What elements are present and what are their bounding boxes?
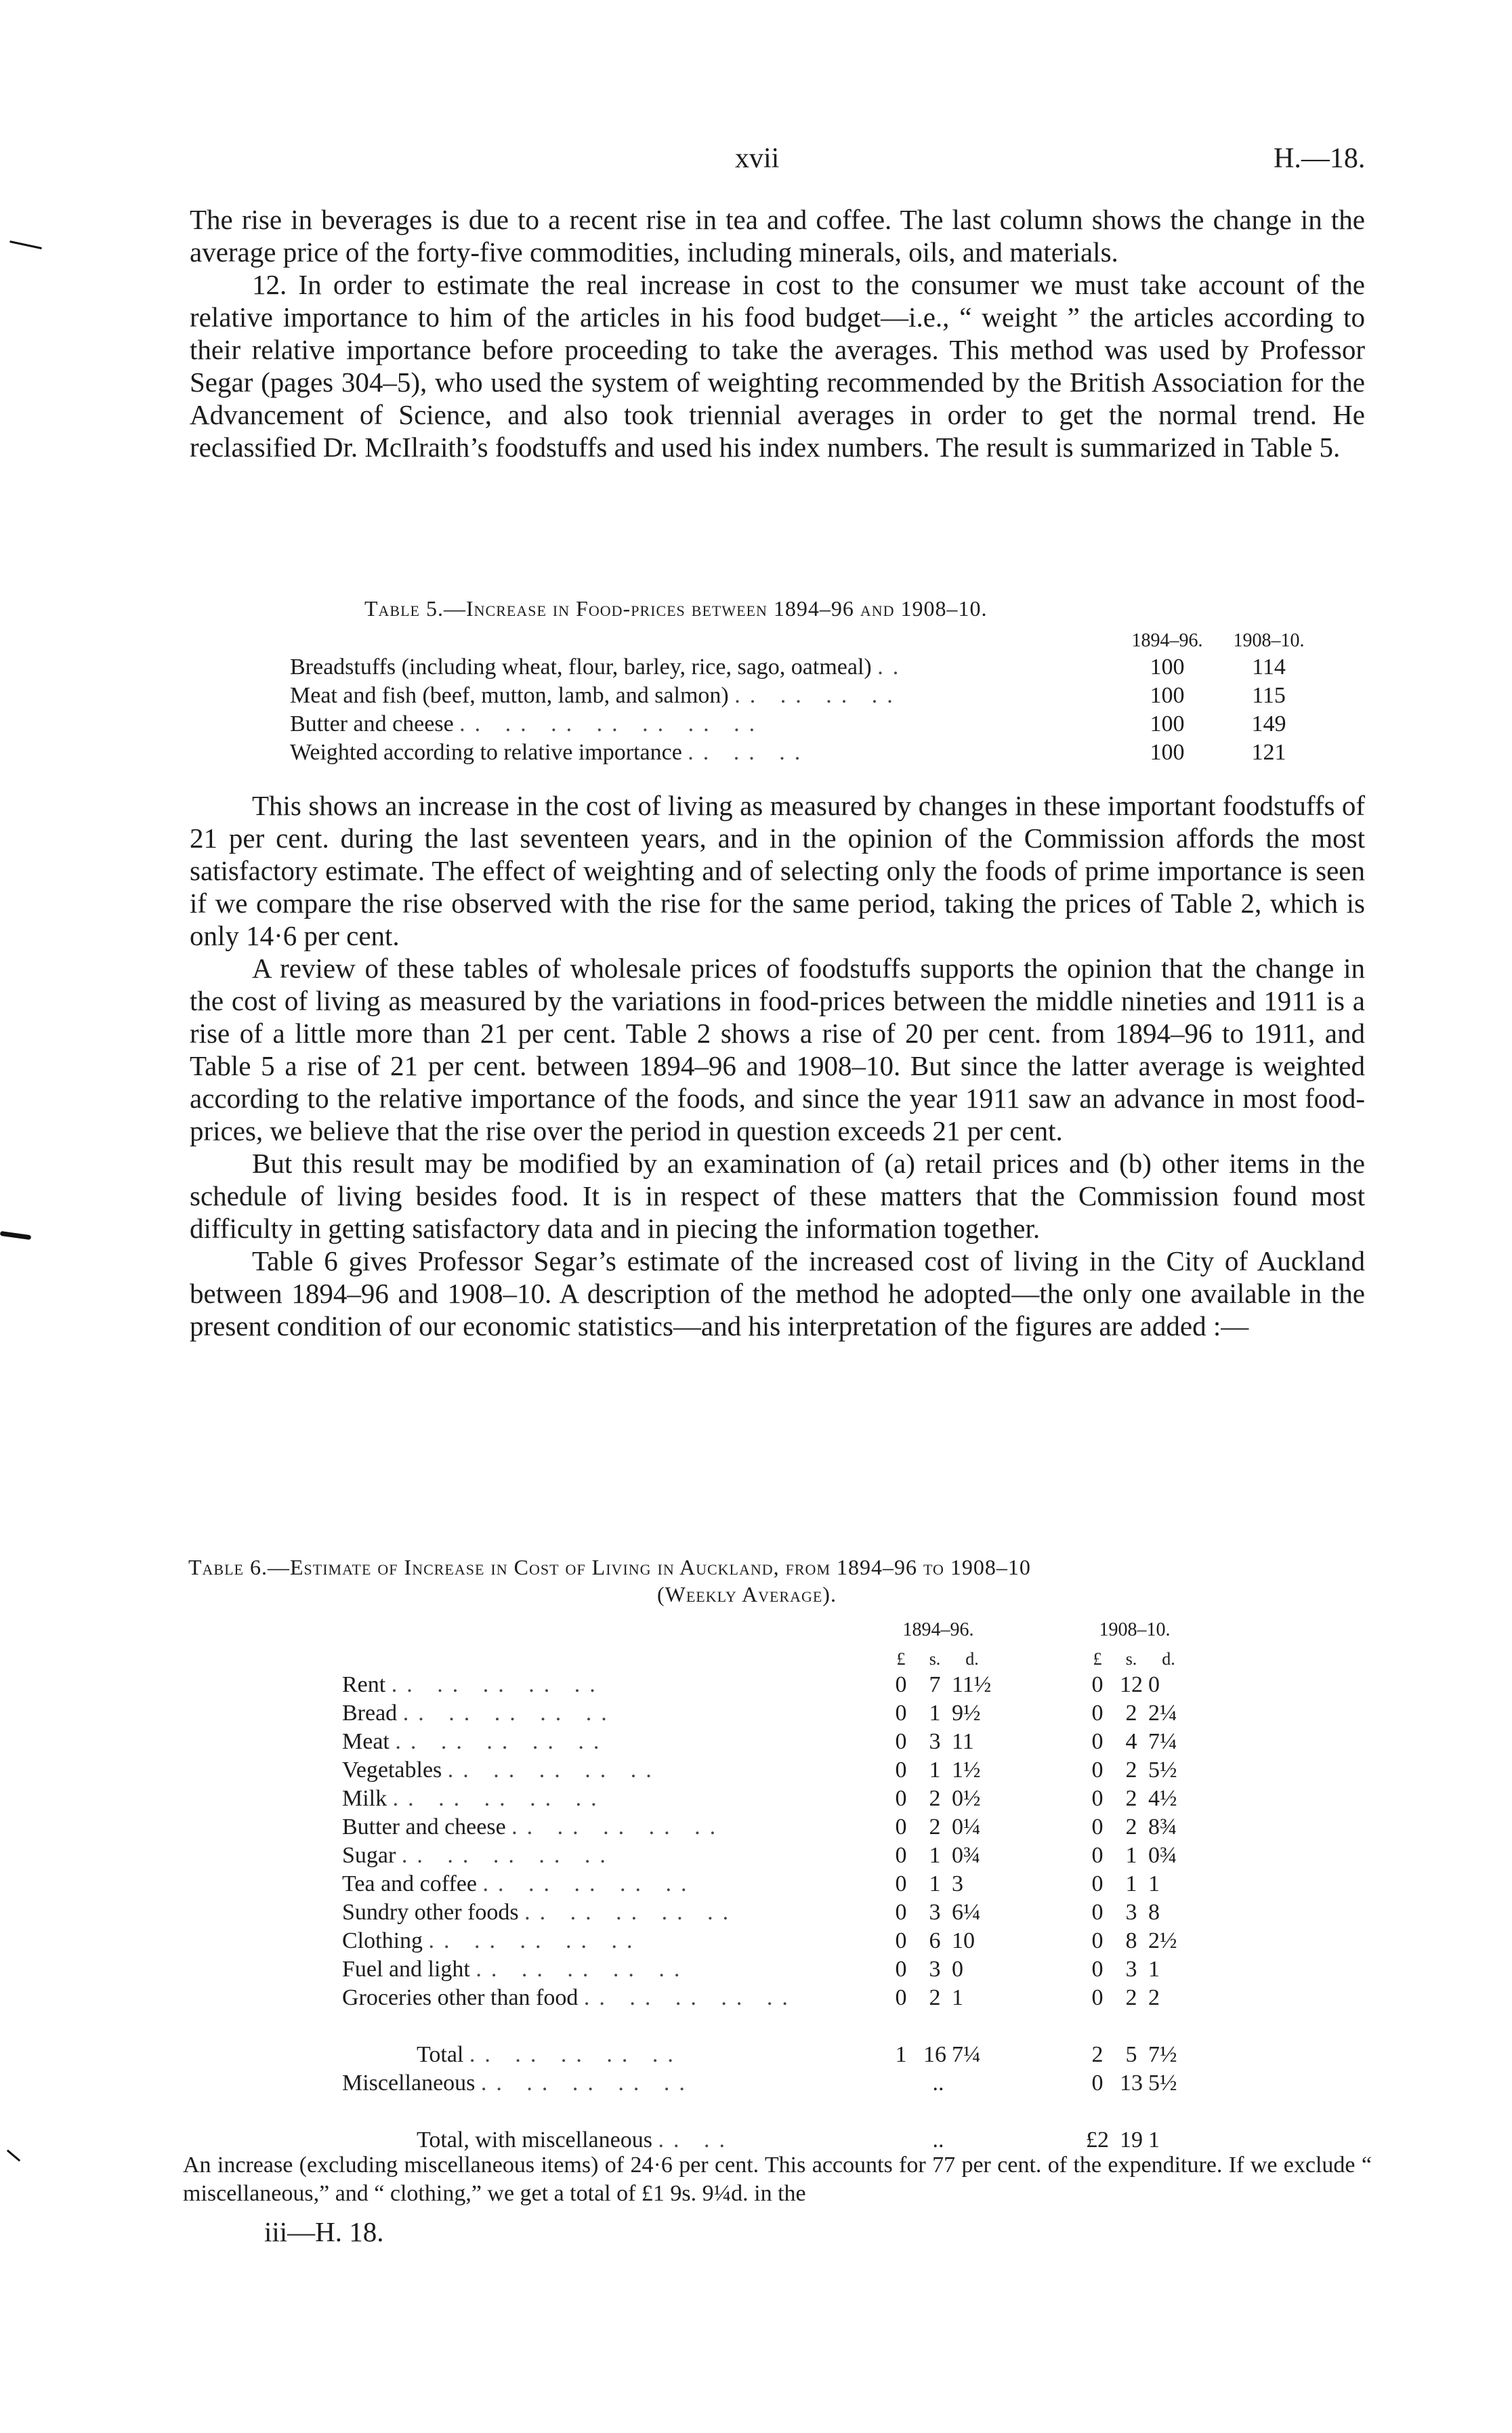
row-label: Rent: [342, 1672, 386, 1697]
table5-col1-header: 1894–96.: [1131, 630, 1203, 651]
table-row: [290, 652, 1320, 680]
cell-value: 3: [1125, 1900, 1137, 1925]
row-label: Breadstuffs (including wheat, flour, barley, rice, sago, oatmeal): [290, 654, 872, 680]
cell-value: 0: [1091, 1900, 1104, 1925]
cell-value: 5: [1125, 2042, 1137, 2067]
footnote: An increase (excluding miscellaneous items) of 24·6 per cent. This accounts for 77 per cent. of the expenditure. If we exclude “ miscellaneous,” and “ clothing,” we get a total of £1 9s. 9¼d. in the: [183, 2153, 1372, 2206]
leader-dots: ..: [877, 654, 908, 680]
unit-pence: d.: [1162, 1649, 1175, 1669]
cell-value: 0½: [952, 1786, 981, 1811]
row-label: Sundry other foods: [342, 1900, 519, 1925]
cell-value: 3: [929, 1729, 941, 1754]
cell-value: 1: [1148, 1957, 1160, 1982]
cell-value: 0: [895, 1985, 907, 2010]
table-row: [342, 1669, 1189, 1698]
total-label: Total: [417, 2042, 464, 2067]
table-row: [342, 1641, 1189, 1669]
cell-value: 4: [1125, 1729, 1137, 1754]
cell-value: 2: [1091, 2042, 1104, 2067]
leader-dots: .. .. .. .. ..: [476, 1957, 690, 1982]
leader-dots: .. .. .. .. ..: [447, 1758, 661, 1783]
cell-value: 3: [952, 1871, 963, 1896]
table6-caption: Table 6.—Estimate of Increase in Cost of Living in Auckland, from 1894–96 to 1908–10: [188, 1555, 1031, 1579]
table-row: [342, 1755, 1189, 1783]
cell-value: 3: [929, 1957, 941, 1982]
cell-value: 19: [1120, 2127, 1143, 2153]
cell-value: 11: [952, 1729, 974, 1754]
signature-mark: iii—H. 18.: [264, 2216, 384, 2247]
table-5: [290, 623, 1320, 766]
cell-value: 100: [1150, 683, 1185, 708]
cell-value: 0: [895, 1672, 907, 1697]
table-row: [342, 1698, 1189, 1726]
row-label: Bread: [342, 1701, 398, 1726]
cell-value: 0: [1091, 1985, 1104, 2010]
cell-value: 8: [1148, 1900, 1160, 1925]
cell-value: 7: [929, 1672, 941, 1697]
paragraph-2: 12. In order to estimate the real increase in cost to the consumer we must take account of the relative importance to him of the articles in his food budget—i.e., “ weight ” the articles according to their relative importance before proceeding to take the averages. This method was used by Professor Segar (pages 304–5), who used the system of weighting recommended by the British Association for the Advancement of Science, and also took triennial averages in order to get the normal trend. He reclassified Dr. McIlraith’s foodstuffs and used his index numbers. The result is summarized in Table 5.: [190, 269, 1365, 463]
row-label: Milk: [342, 1786, 387, 1811]
cell-value: 0: [895, 1786, 907, 1811]
paragraph-6: Table 6 gives Professor Segar’s estimate of the increased cost of living in the City of Auckland between 1894–96 and 1908–10. A description of the method he adopted—the only one available in the present condition of our economic statistics—and his interpretation of the figures are added :—: [190, 1245, 1365, 1342]
table-row: [290, 737, 1320, 766]
unit-pence: d.: [965, 1649, 979, 1669]
cell-value: 115: [1252, 683, 1286, 708]
leader-dots: .. .. .. ..: [734, 683, 902, 708]
cell-value: 0: [895, 1871, 907, 1896]
unit-shilling: s.: [1125, 1649, 1137, 1669]
cell-value: 10: [952, 1928, 975, 1953]
cell-value: 2¼: [1148, 1701, 1177, 1726]
row-label: Meat and fish (beef, mutton, lamb, and salmon): [290, 683, 729, 708]
cell-value: 2: [929, 1985, 941, 2010]
cell-value: 1: [895, 2042, 907, 2067]
cell-value: 4½: [1148, 1786, 1177, 1811]
table-row: [342, 1897, 1189, 1926]
cell-value: 0: [895, 1843, 907, 1868]
cell-value: 1: [929, 1758, 941, 1783]
period1-header: 1894–96.: [902, 1619, 974, 1640]
cell-value: 114: [1252, 654, 1286, 680]
unit-shilling: s.: [929, 1649, 941, 1669]
cell-value: 0: [1091, 1786, 1104, 1811]
cell-value: 100: [1150, 711, 1185, 736]
table-row: Total .. .. .. .. .. 1 16 7¼ 2 5 7½: [342, 2039, 1189, 2068]
table-row: [342, 1869, 1189, 1897]
unit-pound: £: [1093, 1649, 1102, 1669]
leader-dots: .. .. .. .. ..: [482, 1871, 696, 1896]
leader-dots: .. .. .. .. ..: [401, 1843, 615, 1868]
cell-value: 2: [1125, 1758, 1137, 1783]
cell-value: 0: [895, 1814, 907, 1839]
cell-value: 5½: [1148, 2071, 1177, 2096]
row-label: Tea and coffee: [342, 1871, 477, 1896]
cell-value: 0: [952, 1957, 963, 1982]
cell-value: 0: [1091, 1843, 1104, 1868]
paragraph-5: But this result may be modified by an examination of (a) retail prices and (b) other items in the schedule of living besides food. It is in respect of these matters that the Commission found most difficulty in getting satisfactory data and in piecing the information together.: [190, 1148, 1365, 1244]
table-row: Total, with miscellaneous .. .. .. £2 19 1: [342, 2125, 1189, 2153]
cell-value: ..: [932, 2127, 944, 2153]
row-label: Sugar: [342, 1843, 396, 1868]
paragraph-1: The rise in beverages is due to a recent rise in tea and coffee. The last column shows the change in the average price of the forty-five commodities, including minerals, oils, and materials.: [190, 204, 1365, 268]
cell-value: 13: [1120, 2071, 1143, 2096]
table-row: [342, 1840, 1189, 1869]
cell-value: 1: [1125, 1871, 1137, 1896]
page-number: xvii: [735, 143, 780, 174]
paragraph-3: This shows an increase in the cost of living as measured by changes in these important foodstuffs of 21 per cent. during the last seventeen years, and in the opinion of the Commission affords the most satisfactory estimate. The effect of weighting and of selecting only the foods of prime importance is seen if we compare the rise observed with the rise for the same period, taking the prices of Table 2, which is only 14·6 per cent.: [190, 790, 1365, 951]
cell-value: 0¼: [952, 1814, 981, 1839]
cell-value: 16: [923, 2042, 946, 2067]
row-label: Clothing: [342, 1928, 423, 1953]
cell-value: 100: [1150, 740, 1185, 765]
row-label: Fuel and light: [342, 1957, 470, 1982]
cell-value: 2: [1125, 1786, 1137, 1811]
leader-dots: .. .. ..: [688, 740, 810, 765]
leader-dots: .. .. .. .. ..: [583, 1985, 797, 2010]
table-row: [290, 680, 1320, 709]
leader-dots: .. .. .. .. ..: [391, 1672, 605, 1697]
table6-caption-sub: (Weekly Average).: [657, 1582, 837, 1606]
cell-value: 0: [1091, 2071, 1104, 2096]
cell-value: 1: [929, 1701, 941, 1726]
cell-value: 0: [1091, 1701, 1104, 1726]
grand-total-label: Total, with miscellaneous: [417, 2127, 652, 2153]
cell-value: 1: [929, 1843, 941, 1868]
cell-value: 1: [1148, 1871, 1160, 1896]
leader-dots: .. .. .. .. ..: [402, 1701, 616, 1726]
cell-value: 7½: [1148, 2042, 1177, 2067]
cell-value: 149: [1251, 711, 1286, 736]
cell-value: 1: [952, 1985, 963, 2010]
cell-value: 0: [1091, 1928, 1104, 1953]
leader-dots: .. .. .. .. ..: [524, 1900, 738, 1925]
table-row: [342, 1812, 1189, 1840]
table-row: [290, 623, 1320, 652]
margin-mark: [7, 2150, 20, 2162]
cell-value: £2: [1086, 2127, 1109, 2153]
cell-value: 6: [929, 1928, 941, 1953]
text-block-middle: [190, 789, 1365, 1342]
cell-value: 0: [895, 1900, 907, 1925]
cell-value: 121: [1251, 740, 1286, 765]
cell-value: ..: [932, 2071, 944, 2096]
text-block-top: [190, 203, 1365, 463]
cell-value: 2: [1125, 1985, 1137, 2010]
cell-value: 0: [895, 1701, 907, 1726]
cell-value: 0: [895, 1729, 907, 1754]
row-label: Butter and cheese: [342, 1814, 506, 1839]
cell-value: 0: [1091, 1957, 1104, 1982]
row-label: Weighted according to relative importance: [290, 740, 682, 765]
cell-value: 0¾: [952, 1843, 981, 1868]
cell-value: 8¾: [1148, 1814, 1177, 1839]
cell-value: 2: [1125, 1814, 1137, 1839]
cell-value: 3: [929, 1900, 941, 1925]
cell-value: 0¾: [1148, 1843, 1177, 1868]
cell-value: 0: [1148, 1672, 1160, 1697]
cell-value: 0: [1091, 1672, 1104, 1697]
row-label: Meat: [342, 1729, 390, 1754]
margin-mark: [9, 241, 42, 249]
cell-value: 7¼: [1148, 1729, 1177, 1754]
cell-value: 0: [1091, 1758, 1104, 1783]
cell-value: 3: [1125, 1957, 1137, 1982]
table-6: [342, 1613, 1189, 2153]
cell-value: 2: [1148, 1985, 1160, 2010]
margin-mark: [0, 1231, 31, 1240]
table-row: Miscellaneous .. .. .. .. .. .. 0 13 5½: [342, 2068, 1189, 2096]
cell-value: 11½: [952, 1672, 992, 1697]
table5-col2-header: 1908–10.: [1233, 630, 1305, 651]
leader-dots: .. .. .. .. ..: [511, 1814, 726, 1839]
table-row: [342, 1954, 1189, 1982]
misc-label: Miscellaneous: [342, 2071, 476, 2096]
period2-header: 1908–10.: [1099, 1619, 1171, 1640]
leader-dots: .. .. .. .. .. .. ..: [459, 711, 765, 736]
leader-dots: .. .. .. .. ..: [395, 1729, 609, 1754]
cell-value: 2: [929, 1786, 941, 1811]
row-label: Groceries other than food: [342, 1985, 579, 2010]
row-label: Butter and cheese: [290, 711, 454, 736]
cell-value: 1: [1125, 1843, 1137, 1868]
cell-value: 0: [1091, 1729, 1104, 1754]
table-row: [342, 1926, 1189, 1954]
cell-value: 7¼: [952, 2042, 981, 2067]
table5-caption: Table 5.—Increase in Food-prices between 1894–96 and 1908–10.: [364, 596, 988, 621]
cell-value: 0: [895, 1928, 907, 1953]
table-row: [342, 1726, 1189, 1755]
unit-pound: £: [896, 1649, 906, 1669]
cell-value: 1½: [952, 1758, 981, 1783]
cell-value: 0: [1091, 1814, 1104, 1839]
table-row: [290, 709, 1320, 737]
cell-value: 2½: [1148, 1928, 1177, 1953]
cell-value: 1: [929, 1871, 941, 1896]
cell-value: 1: [1148, 2127, 1160, 2153]
leader-dots: .. .. .. .. ..: [428, 1928, 642, 1953]
cell-value: 2: [1125, 1701, 1137, 1726]
cell-value: 2: [929, 1814, 941, 1839]
report-reference: H.—18.: [1274, 143, 1366, 174]
cell-value: 0: [895, 1758, 907, 1783]
cell-value: 0: [895, 1957, 907, 1982]
paragraph-4: A review of these tables of wholesale prices of foodstuffs supports the opinion that the change in the cost of living as measured by the variations in food-prices between the middle nineties and 1911 is a rise of a little more than 21 per cent. Table 2 shows a rise of 20 per cent. from 1894–96 to 1911, and Table 5 a rise of 21 per cent. between 1894–96 and 1908–10. But since the latter average is weighted according to the relative importance of the foods, and since the year 1911 saw an advance in most food-prices, we believe that the rise over the period in question exceeds 21 per cent.: [190, 953, 1365, 1146]
cell-value: 8: [1125, 1928, 1137, 1953]
cell-value: 6¼: [952, 1900, 981, 1925]
cell-value: 12: [1120, 1672, 1143, 1697]
cell-value: 0: [1091, 1871, 1104, 1896]
table-row: [342, 1783, 1189, 1812]
cell-value: 9½: [952, 1701, 981, 1726]
table-row: [342, 1982, 1189, 2011]
cell-value: 100: [1150, 654, 1185, 680]
row-label: Vegetables: [342, 1758, 442, 1783]
leader-dots: .. .. .. .. ..: [392, 1786, 606, 1811]
cell-value: 5½: [1148, 1758, 1177, 1783]
table-row: [342, 1613, 1189, 1641]
